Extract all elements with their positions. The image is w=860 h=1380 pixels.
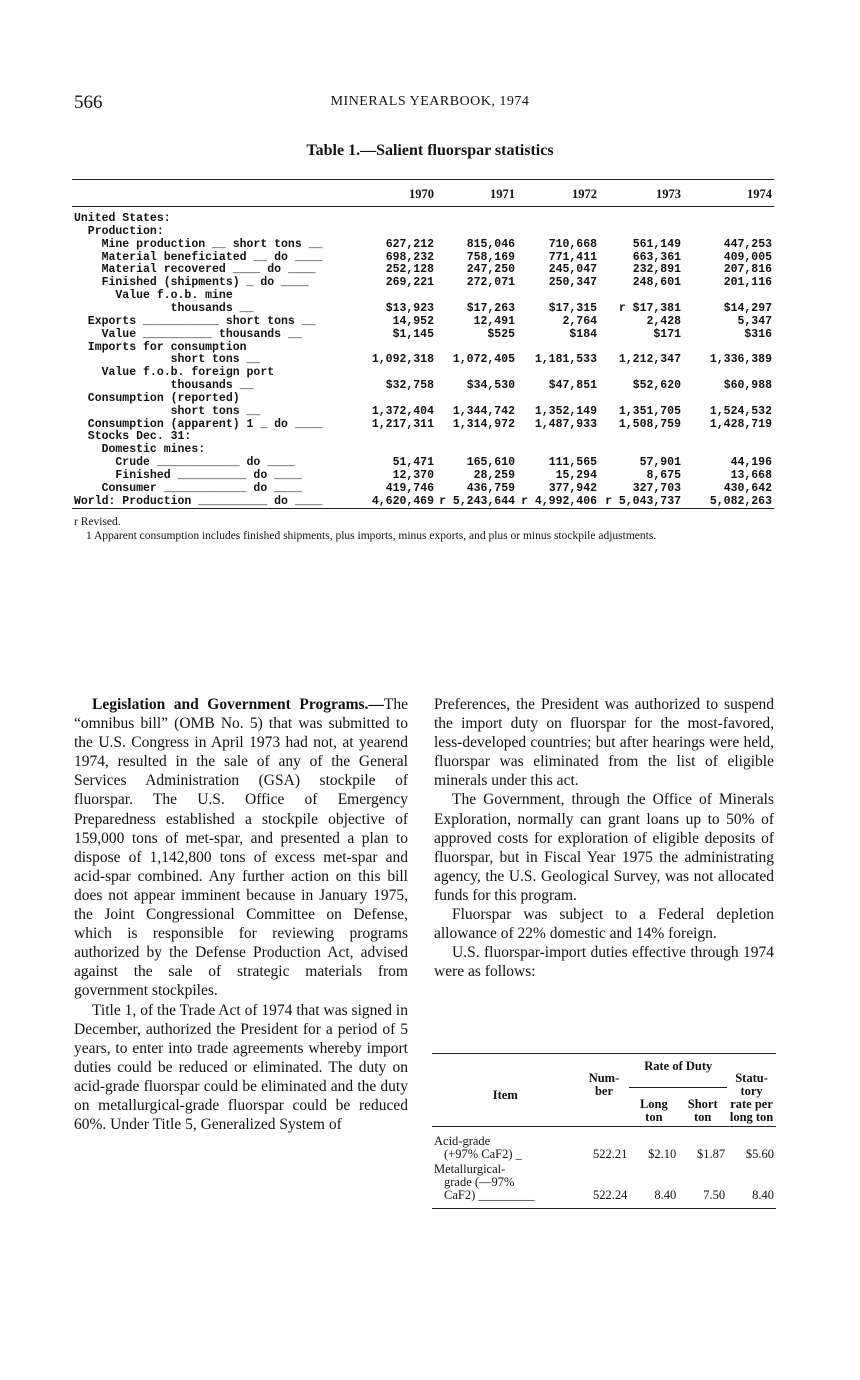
cell-value: 14,952 <box>392 314 434 328</box>
cell-value: r $17,381 <box>618 301 681 315</box>
cell-value: 247,250 <box>466 263 515 277</box>
cell-value: 44,196 <box>730 456 772 470</box>
cell-value: 111,565 <box>548 456 597 470</box>
duty-short: 7.50 <box>703 1188 726 1202</box>
cell-value: 1,212,347 <box>618 353 681 367</box>
cell-value: 250,347 <box>548 276 597 290</box>
table-row <box>0 289 860 302</box>
cell-value: 8,675 <box>646 469 681 482</box>
cell-value: 5,082,263 <box>709 494 772 508</box>
item-header: Item <box>492 1088 518 1102</box>
table-row <box>0 379 860 392</box>
table-row <box>0 469 860 482</box>
cell-value: 252,128 <box>385 263 434 277</box>
cell-value: $171 <box>653 327 681 341</box>
cell-value: r 4,992,406 <box>521 494 597 508</box>
paragraph: Title 1, of the Trade Act of 1974 that was signed in December, authorized the President for a period of 5 years, to enter into trade agreements whereby import duties could be reduced or eliminated. The duty on acid-grade fluorspar could be eliminated and the duty on metallurgical-grade fluorspar could be reduced 60%. Under Title 5, Generalized System of <box>74 1001 408 1134</box>
short-ton-header: Short ton <box>687 1097 718 1124</box>
table-row <box>0 263 860 276</box>
table-row <box>0 238 860 251</box>
row-label: Production: <box>74 224 164 238</box>
row-label: Consumption (apparent) 1 _ do ____ <box>74 417 323 431</box>
row-label: thousands __ <box>74 379 254 393</box>
row-label: Consumption (reported) <box>74 391 240 405</box>
row-label: Value __________ thousands __ <box>74 327 302 341</box>
cell-value: 447,253 <box>723 237 772 251</box>
cell-value: 419,746 <box>385 481 434 495</box>
cell-value: 1,508,759 <box>618 417 681 431</box>
cell-value: 663,361 <box>632 250 681 264</box>
table-top-rule <box>72 179 774 180</box>
cell-value: 758,169 <box>466 250 515 264</box>
duty-number: 522.24 <box>593 1188 628 1202</box>
year-header: 1972 <box>572 187 597 201</box>
duty-long: 8.40 <box>654 1188 677 1202</box>
year-header: 1970 <box>409 187 434 201</box>
cell-value: $525 <box>487 327 515 341</box>
row-label: Mine production __ short tons __ <box>74 237 323 251</box>
row-label: short tons __ <box>74 353 261 367</box>
table-row <box>0 366 860 379</box>
cell-value: 1,487,933 <box>534 417 597 431</box>
cell-value: 627,212 <box>385 237 434 251</box>
paragraph: Fluorspar was subject to a Federal depletion allowance of 22% domestic and 14% foreign. <box>434 906 774 943</box>
table-bottom-rule <box>72 508 774 509</box>
page-number: 566 <box>74 92 103 113</box>
long-ton-header: Long ton <box>639 1097 668 1124</box>
cell-value: $316 <box>744 327 772 341</box>
table-row <box>0 418 860 431</box>
row-label: Value f.o.b. mine <box>74 289 233 303</box>
cell-value: 409,005 <box>723 250 772 264</box>
table-row <box>0 225 860 238</box>
cell-value: 12,370 <box>392 469 434 482</box>
table-row <box>0 276 860 289</box>
cell-value: 57,901 <box>639 456 681 470</box>
item-line: (+97% CaF2) _ <box>444 1147 522 1161</box>
cell-value: r 5,243,644 <box>439 494 515 508</box>
row-label: Stocks Dec. 31: <box>74 430 192 444</box>
cell-value: 1,351,705 <box>618 404 681 418</box>
row-label: World: Production __________ do ____ <box>74 494 323 508</box>
cell-value: 430,642 <box>723 481 772 495</box>
duty-short: $1.87 <box>696 1147 726 1161</box>
cell-value: $184 <box>569 327 597 341</box>
cell-value: $32,758 <box>385 379 434 393</box>
duty-statutory: $5.60 <box>745 1147 774 1161</box>
row-label: thousands __ <box>74 301 254 315</box>
row-label: Exports ___________ short tons __ <box>74 314 316 328</box>
duty-item <box>432 1162 579 1209</box>
cell-value: $17,263 <box>466 301 515 315</box>
table-row <box>0 456 860 469</box>
cell-value: $1,145 <box>392 327 434 341</box>
row-label: Value f.o.b. foreign port <box>74 366 275 380</box>
cell-value: 2,764 <box>562 314 597 328</box>
running-title: MINERALS YEARBOOK, 1974 <box>330 94 530 109</box>
cell-value: 245,047 <box>548 263 597 277</box>
cell-value: 1,344,742 <box>452 404 515 418</box>
cell-value: 1,092,318 <box>371 353 434 367</box>
cell-value: $34,530 <box>466 379 515 393</box>
row-label: Material recovered ____ do ____ <box>74 263 316 277</box>
item-line: grade (—97% <box>444 1175 515 1189</box>
right-column <box>434 695 774 981</box>
item-line: Metallurgical- <box>434 1162 506 1176</box>
cell-value: 1,217,311 <box>371 417 434 431</box>
cell-value: 1,352,149 <box>534 404 597 418</box>
year-header: 1971 <box>490 187 515 201</box>
year-header: 1973 <box>656 187 681 201</box>
cell-value: 4,620,469 <box>371 494 434 508</box>
table-header-rule <box>72 206 774 207</box>
paragraph: U.S. fluorspar-import duties effective through 1974 were as follows: <box>434 944 774 981</box>
cell-value: 710,668 <box>548 237 597 251</box>
cell-value: 248,601 <box>632 276 681 290</box>
row-label: United States: <box>74 212 171 225</box>
table-row <box>0 328 860 341</box>
duty-statutory: 8.40 <box>752 1188 774 1202</box>
footnote-revised: r Revised. <box>74 516 121 528</box>
cell-value: 771,411 <box>548 250 597 264</box>
cell-value: 561,149 <box>632 237 681 251</box>
cell-value: 15,294 <box>555 469 597 482</box>
item-line: Acid-grade <box>434 1134 491 1148</box>
cell-value: 12,491 <box>473 314 515 328</box>
table-row <box>0 405 860 418</box>
table-title: Table 1.—Salient fluorspar statistics <box>306 142 554 159</box>
year-header: 1974 <box>747 187 772 201</box>
footnote-1: 1 Apparent consumption includes finished shipments, plus imports, minus exports, and plus or minus stockpile adjustments. <box>86 530 657 542</box>
cell-value: 28,259 <box>473 469 515 482</box>
cell-value: 272,071 <box>466 276 515 290</box>
duty-long: $2.10 <box>648 1147 677 1161</box>
table-row <box>0 302 860 315</box>
cell-value: 698,232 <box>385 250 434 264</box>
row-label: short tons __ <box>74 404 261 418</box>
row-label: Material beneficiated __ do ____ <box>74 250 323 264</box>
cell-value: r 5,043,737 <box>605 494 681 508</box>
cell-value: 201,116 <box>723 276 772 290</box>
row-label: Finished __________ do ____ <box>74 469 302 482</box>
cell-value: 1,372,404 <box>371 404 434 418</box>
paragraph: The “omnibus bill” (OMB No. 5) that was submitted to the U.S. Congress in April 1973 had not, at yearend 1974, resulted in the sale of any of the General Services Administration (GSA) stockpile of fluorspar. The U.S. Office of Emergency Preparedness established a stockpile objective of 159,000 tons of met-spar, and presented a plan to dispose of 1,142,800 tons of excess met-spar and acid-spar combined. Any further action on this bill does not appear imminent because in January 1975, the Joint Congressional Committee on Defense, which is responsible for reviewing programs authorized by the Defense Production Act, advised against the sale of strategic materials from government stockpiles. <box>74 696 408 1000</box>
statutory-header: Statu-tory rate per long ton <box>729 1071 774 1124</box>
row-label: Imports for consumption <box>74 340 247 354</box>
number-header: Num-ber <box>588 1071 620 1098</box>
table-row <box>0 251 860 264</box>
row-label: Finished (shipments) _ do ____ <box>74 276 309 290</box>
table-row <box>0 353 860 366</box>
cell-value: 1,314,972 <box>452 417 515 431</box>
cell-value: 165,610 <box>466 456 515 470</box>
duty-number: 522.21 <box>593 1147 628 1161</box>
table-row <box>0 392 860 405</box>
cell-value: 51,471 <box>392 456 434 470</box>
row-label: Consumer ____________ do ____ <box>74 481 302 495</box>
table-row <box>0 430 860 443</box>
duty-item <box>432 1127 579 1163</box>
cell-value: 269,221 <box>385 276 434 290</box>
table-row <box>0 482 860 495</box>
cell-value: $47,851 <box>548 379 597 393</box>
row-label: Crude ____________ do ____ <box>74 456 295 470</box>
duty-table <box>432 1053 776 1209</box>
paragraph: The Government, through the Office of Minerals Exploration, normally can grant loans up to 50% of approved costs for exploration of eligible deposits of fluorspar, but in Fiscal Year 1975 the administrating agency, the U.S. Geological Survey, was not allocated funds for this program. <box>434 791 774 904</box>
cell-value: 232,891 <box>632 263 681 277</box>
cell-value: $14,297 <box>723 301 772 315</box>
cell-value: 1,181,533 <box>534 353 597 367</box>
cell-value: $52,620 <box>632 379 681 393</box>
cell-value: 2,428 <box>646 314 681 328</box>
cell-value: $60,988 <box>723 379 772 393</box>
cell-value: 436,759 <box>466 481 515 495</box>
cell-value: 1,072,405 <box>452 353 515 367</box>
cell-value: 1,336,389 <box>709 353 772 367</box>
cell-value: 815,046 <box>466 237 515 251</box>
cell-value: 1,524,532 <box>709 404 772 418</box>
cell-value: 5,347 <box>737 314 772 328</box>
cell-value: 1,428,719 <box>709 417 772 431</box>
cell-value: $17,315 <box>548 301 597 315</box>
table-row <box>0 495 860 508</box>
cell-value: $13,923 <box>385 301 434 315</box>
cell-value: 207,816 <box>723 263 772 277</box>
cell-value: 327,703 <box>632 481 681 495</box>
row-label: Domestic mines: <box>74 443 206 457</box>
table-row <box>0 315 860 328</box>
section-heading: Legislation and Government Programs.— <box>92 696 384 713</box>
table-row <box>0 212 860 225</box>
item-line: CaF2) _________ <box>444 1188 535 1202</box>
left-column <box>74 695 408 1134</box>
rate-of-duty-header: Rate of Duty <box>629 1054 727 1088</box>
paragraph: Preferences, the President was authorized to suspend the import duty on fluorspar for the most-favored, less-developed countries; but after hearings were held, fluorspar was eliminated from the list of eligible minerals under this act. <box>434 696 774 790</box>
cell-value: 13,668 <box>730 469 772 482</box>
table-row <box>0 443 860 456</box>
cell-value: 377,942 <box>548 481 597 495</box>
table-row <box>0 341 860 354</box>
